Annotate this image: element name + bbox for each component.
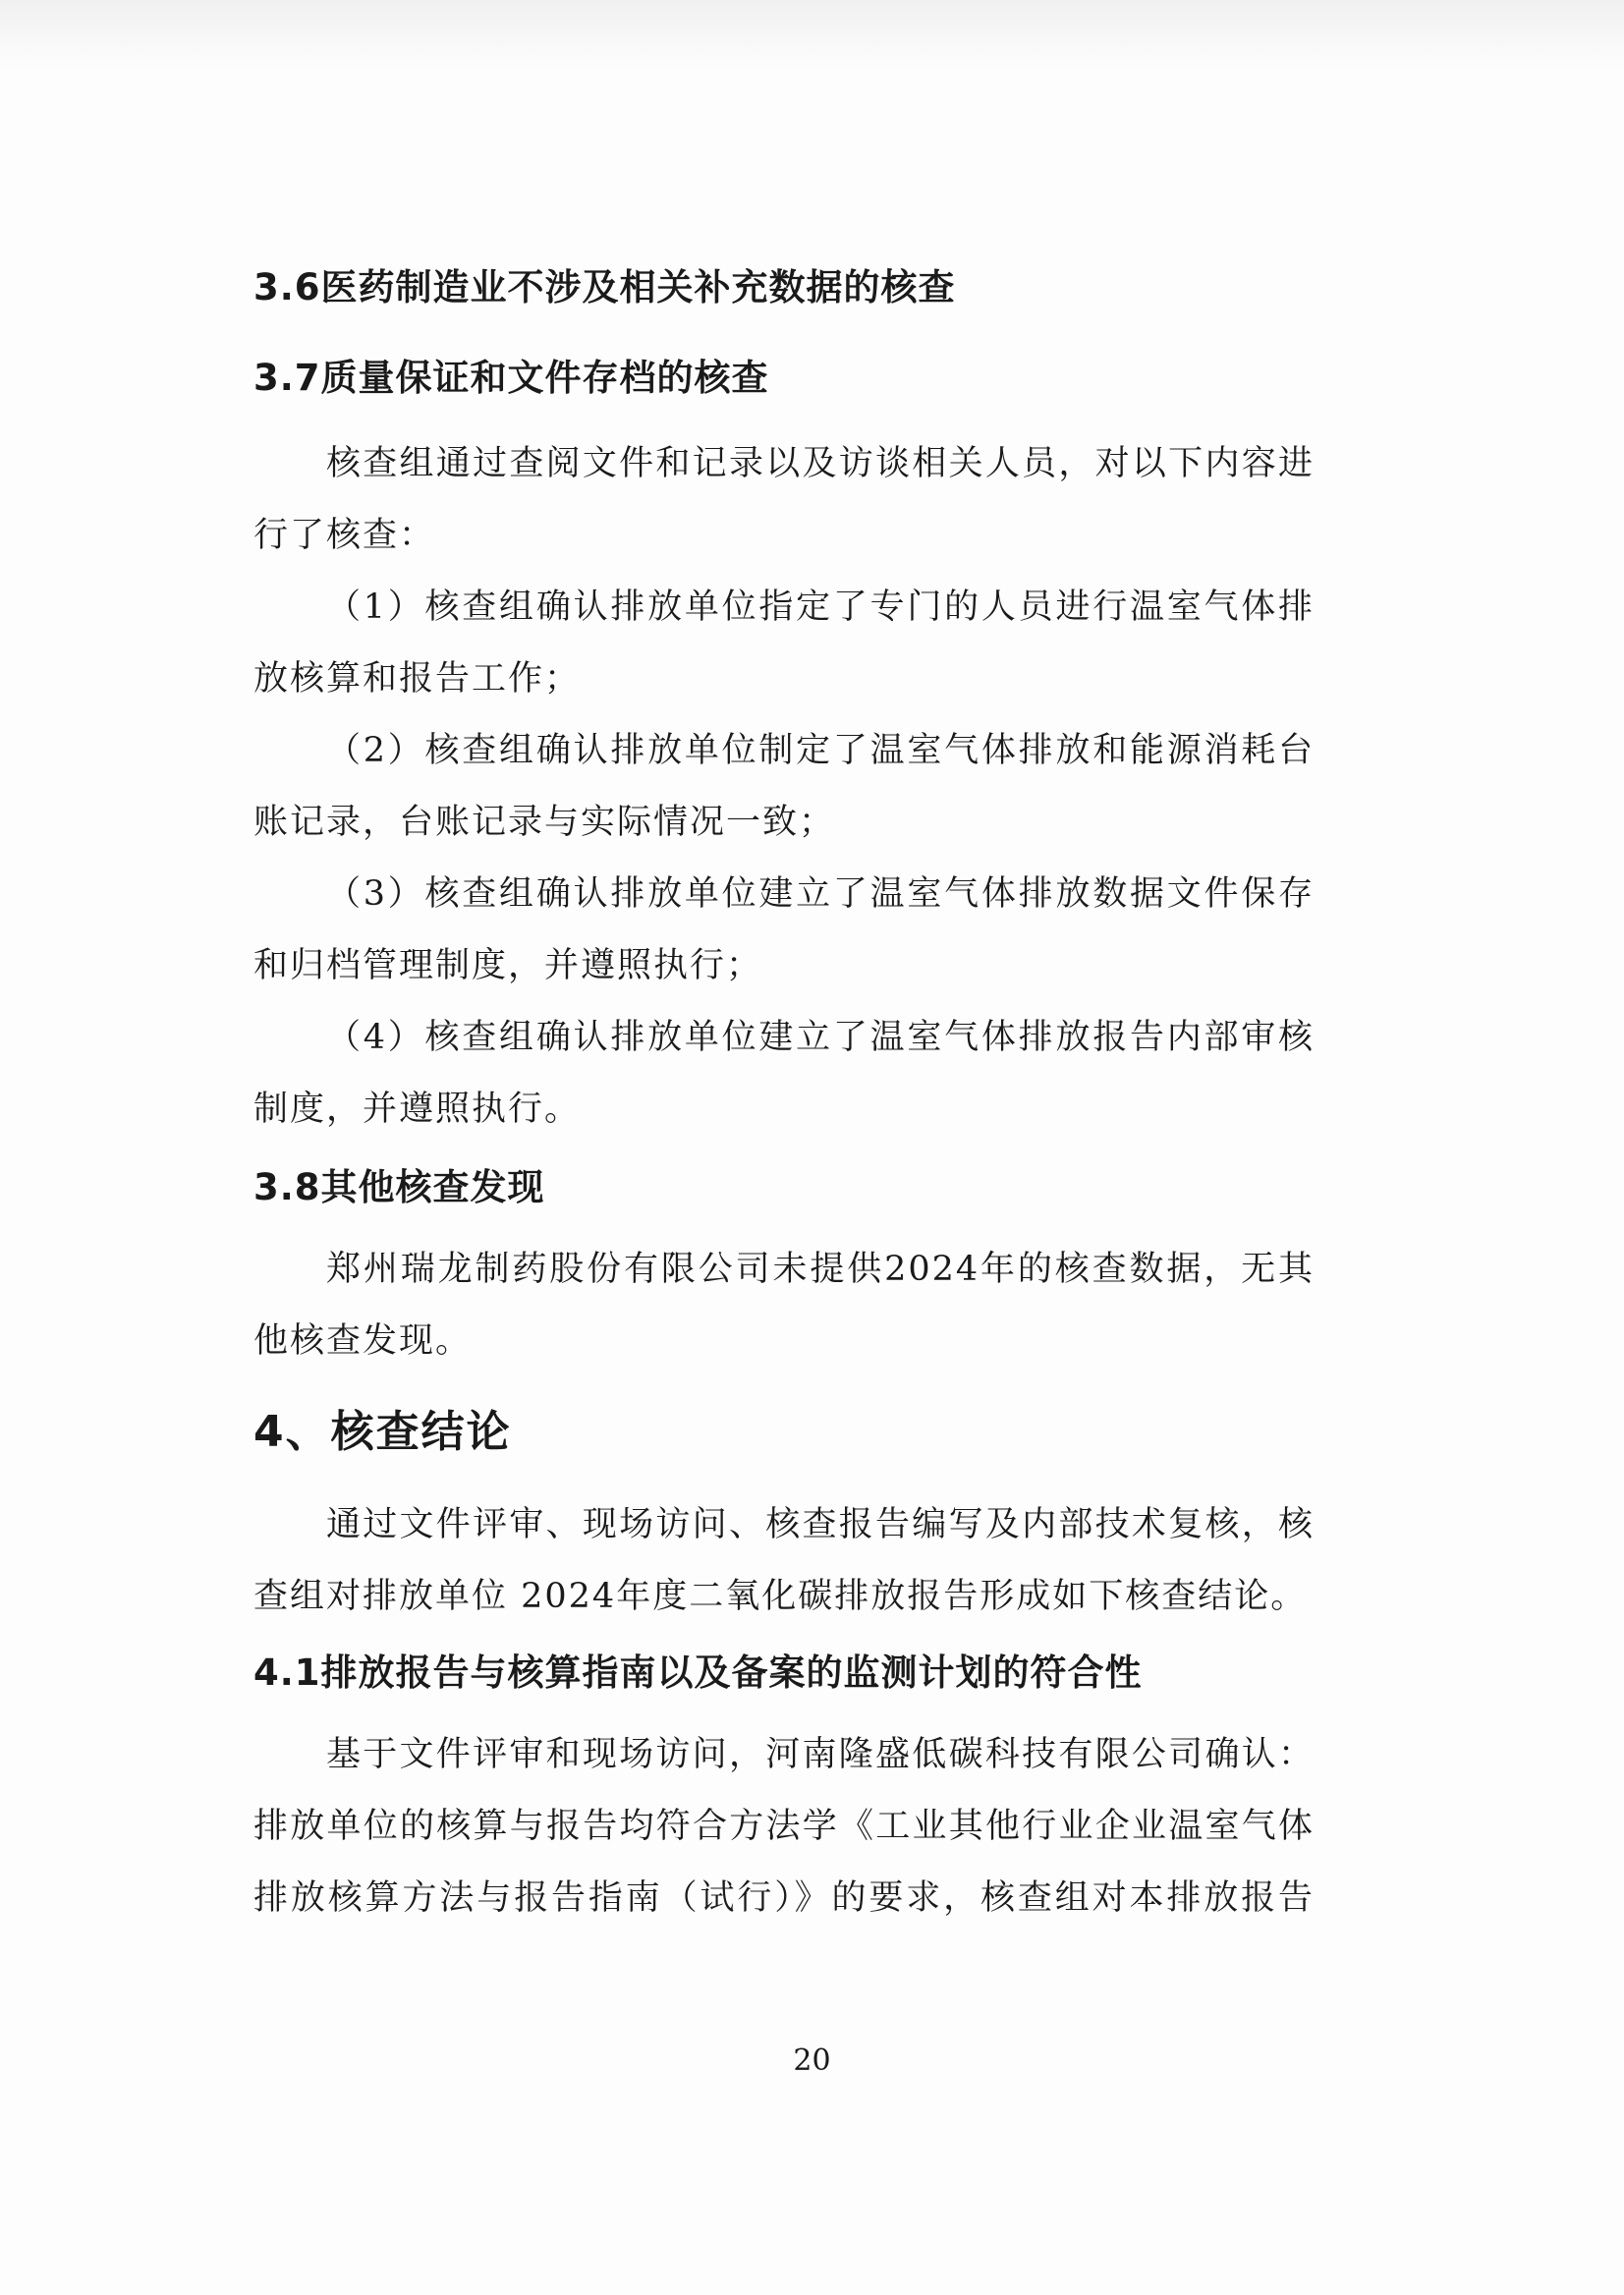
page-number: 20 bbox=[793, 2043, 831, 2078]
section-3-8-heading: 3.8其他核查发现 bbox=[253, 1166, 545, 1208]
section-4-text: 通过文件评审、现场访问、核查报告编写及内部技术复核，核查组对排放单位 2024年度二氧化碳排放报告形成如下核查结论。 bbox=[253, 1505, 1315, 1616]
section-3-7-item-3: （3）核查组确认排放单位建立了温室气体排放数据文件保存和归档管理制度，并遵照执行； bbox=[253, 874, 1315, 985]
section-3-7-heading: 3.7质量保证和文件存档的核查 bbox=[253, 357, 769, 399]
section-3-7-intro: 核查组通过查阅文件和记录以及访谈相关人员，对以下内容进行了核查： bbox=[253, 444, 1315, 555]
section-3-7-item-4: （4）核查组确认排放单位建立了温室气体排放报告内部审核制度，并遵照执行。 bbox=[253, 1018, 1315, 1129]
section-3-7-item-1: （1）核查组确认排放单位指定了专门的人员进行温室气体排放核算和报告工作； bbox=[253, 588, 1315, 699]
page-content bbox=[253, 263, 1315, 1934]
section-4-heading: 4、核查结论 bbox=[253, 1407, 512, 1457]
section-3-6-heading: 3.6医药制造业不涉及相关补充数据的核查 bbox=[253, 266, 956, 308]
section-3-8-text: 郑州瑞龙制药股份有限公司未提供2024年的核查数据，无其他核查发现。 bbox=[253, 1250, 1315, 1361]
scan-edge bbox=[0, 0, 1624, 69]
section-3-7-item-2: （2）核查组确认排放单位制定了温室气体排放和能源消耗台账记录，台账记录与实际情况一致； bbox=[253, 731, 1315, 842]
section-4-1-text: 基于文件评审和现场访问，河南隆盛低碳科技有限公司确认：排放单位的核算与报告均符合方法学《工业其他行业企业温室气体排放核算方法与报告指南（试行）》的要求，核查组对本排放报告 bbox=[253, 1735, 1315, 1918]
section-4-1-heading: 4.1排放报告与核算指南以及备案的监测计划的符合性 bbox=[253, 1651, 1143, 1694]
